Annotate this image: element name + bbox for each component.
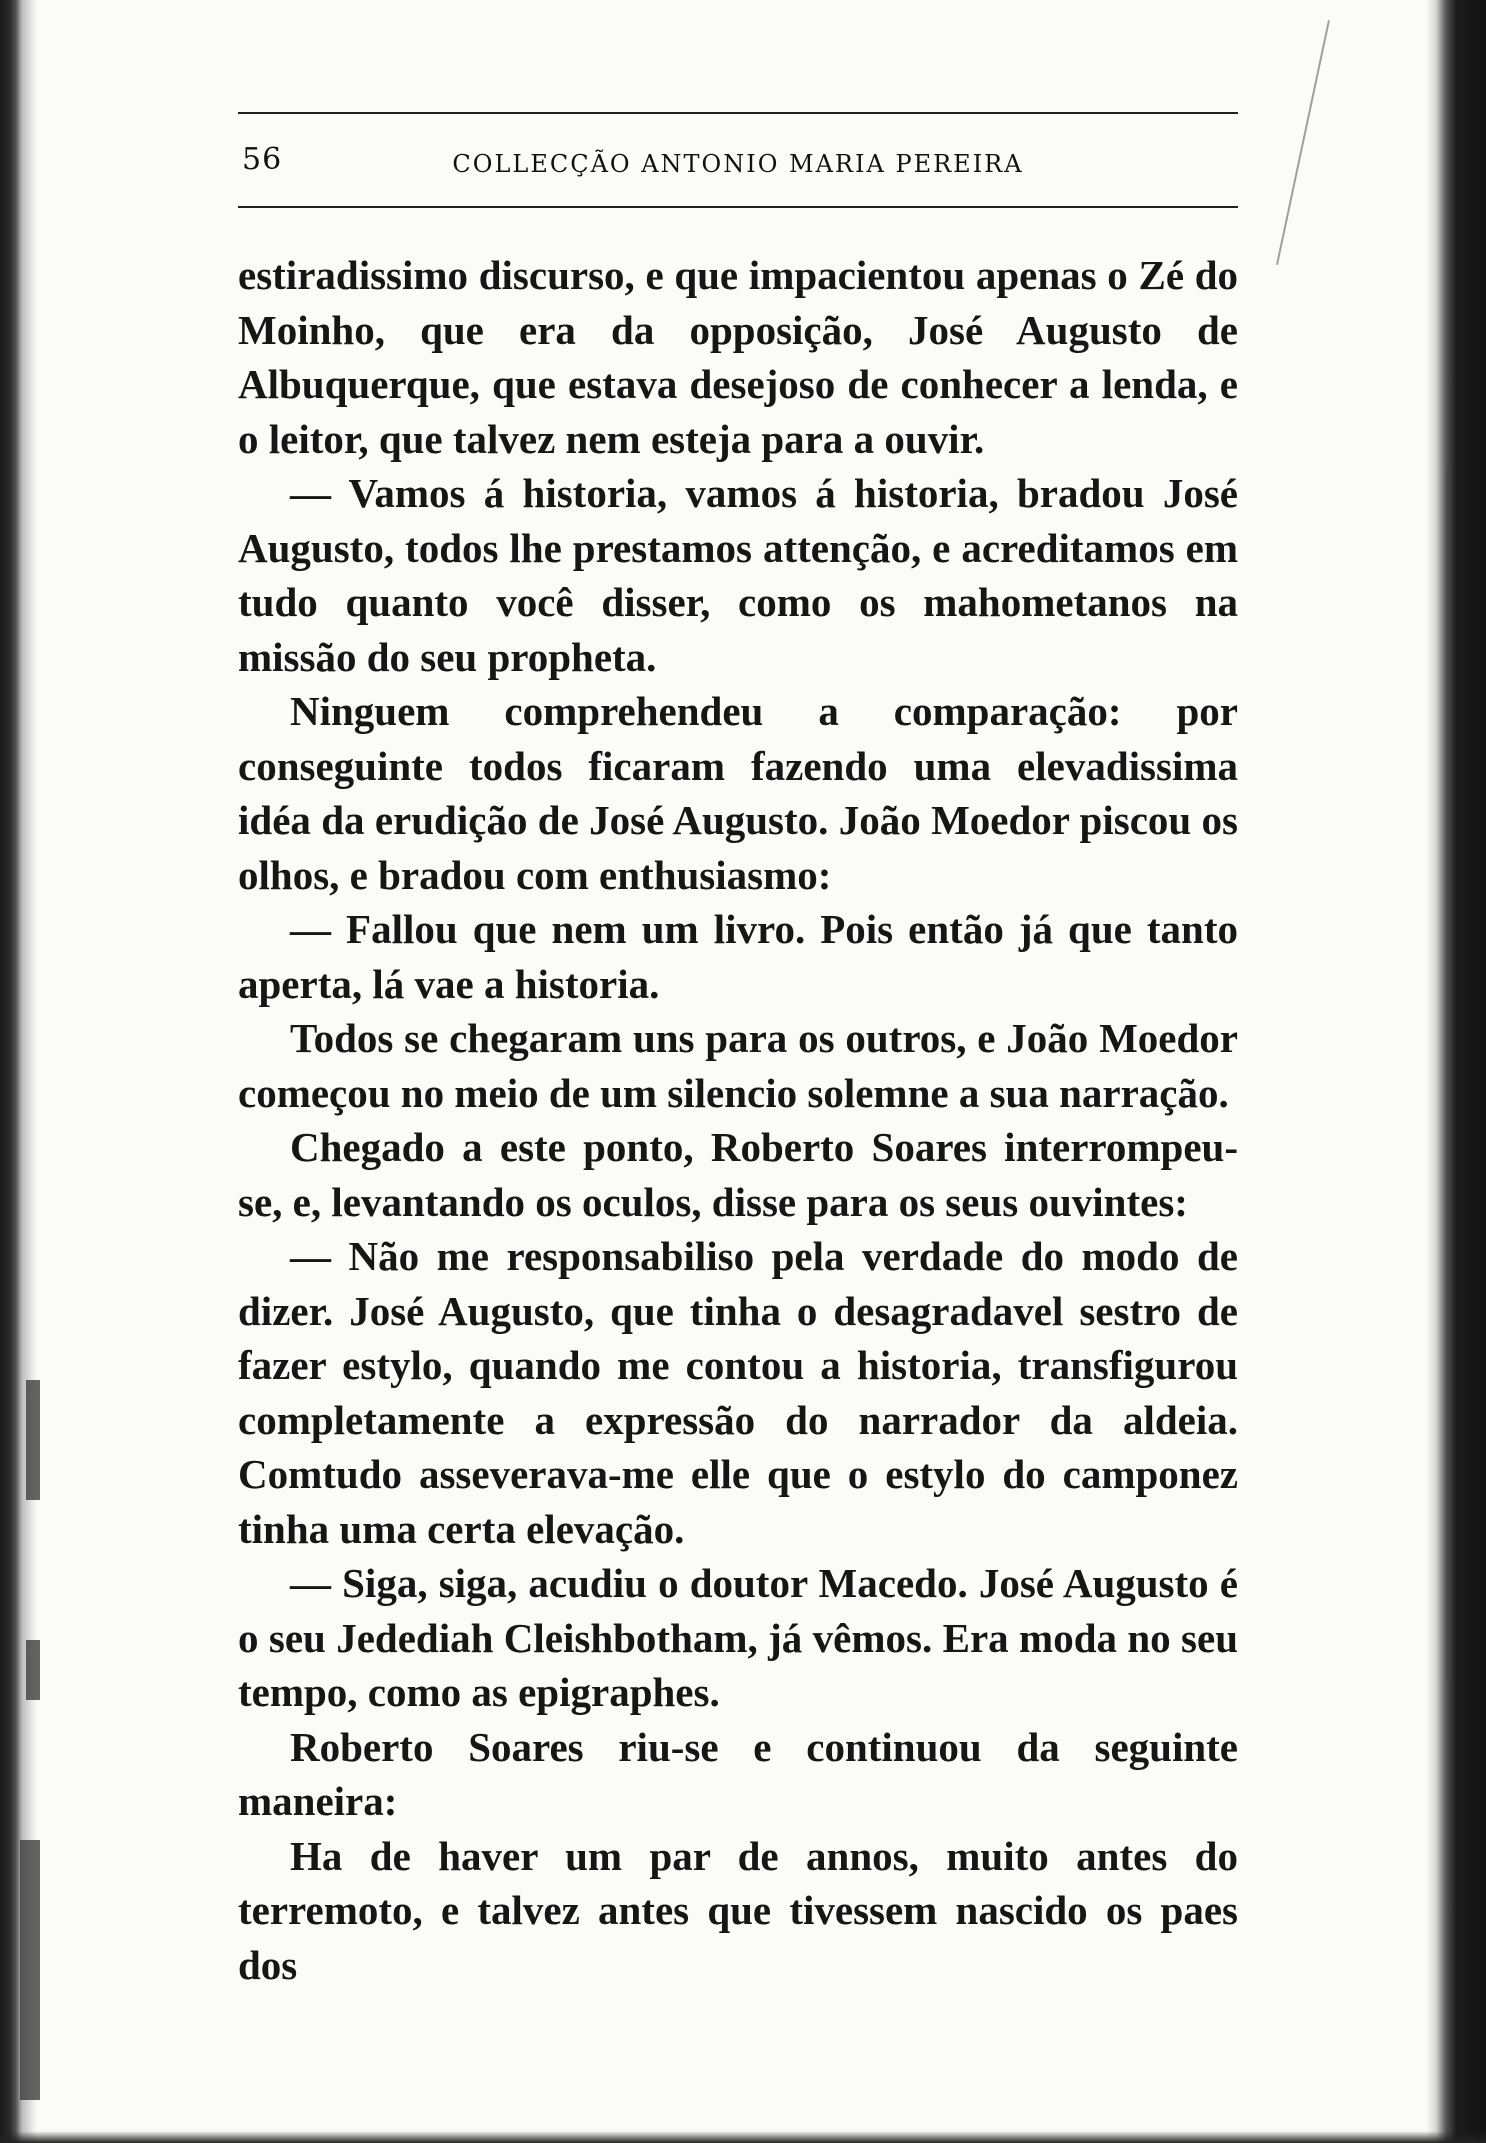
header-rule-bottom: [238, 206, 1238, 208]
paragraph: Ha de haver um par de annos, muito antes do terremoto, e talvez antes que tivessem nascido os paes dos: [238, 1832, 1238, 1988]
running-title: COLLECÇÃO ANTONIO MARIA PEREIRA: [452, 150, 1024, 178]
paragraph: Ninguem comprehendeu a comparação: por conseguinte todos ficaram fazendo uma elevadissima idéa da erudição de José Augusto. João Moedor piscou os olhos, e bradou com enthusiasmo:: [238, 688, 1238, 898]
paragraph: Todos se chegaram uns para os outros, e João Moedor começou no meio de um silencio solemne a sua narração.: [238, 1015, 1238, 1116]
paragraph: estiradissimo discurso, e que impacientou apenas o Zé do Moinho, que era da opposição, José Augusto de Albuquerque, que estava desejoso de conhecer a lenda, e o leitor, que talvez nem esteja para a ouvir.: [238, 252, 1238, 462]
body-text: [238, 248, 1238, 1992]
binding-shadow-right: [1426, 0, 1486, 2143]
page-number: 56: [242, 142, 283, 177]
paragraph: — Fallou que nem um livro. Pois então já que tanto aperta, lá vae a historia.: [238, 906, 1238, 1007]
scan-artifact: [26, 1380, 40, 1500]
scan-artifact: [1446, 470, 1450, 1680]
paragraph: — Siga, siga, acudiu o doutor Macedo. José Augusto é o seu Jedediah Cleishbotham, já vêmos. Era moda no seu tempo, como as epigraphes.: [238, 1560, 1238, 1715]
scan-artifact: [26, 1640, 40, 1700]
paragraph: Chegado a este ponto, Roberto Soares interrompeu-se, e, levantando os oculos, disse para os seus ouvintes:: [238, 1124, 1238, 1225]
bottom-edge-shadow: [0, 2131, 1486, 2143]
header-rule-top: [238, 112, 1238, 114]
binding-shadow-left: [0, 0, 38, 2143]
running-header: [238, 112, 1238, 208]
paragraph: — Não me responsabiliso pela verdade do modo de dizer. José Augusto, que tinha o desagradavel sestro de fazer estylo, quando me contou a historia, transfigurou completamente a expressão do narrador da aldeia. Comtudo asseverava-me elle que o estylo do camponez tinha uma certa elevação.: [238, 1233, 1238, 1552]
scan-artifact: [20, 1840, 40, 2100]
paragraph: — Vamos á historia, vamos á historia, bradou José Augusto, todos lhe prestamos attenção, e acreditamos em tudo quanto você disser, como os mahometanos na missão do seu propheta.: [238, 470, 1238, 680]
paragraph: Roberto Soares riu-se e continuou da seguinte maneira:: [238, 1723, 1238, 1824]
